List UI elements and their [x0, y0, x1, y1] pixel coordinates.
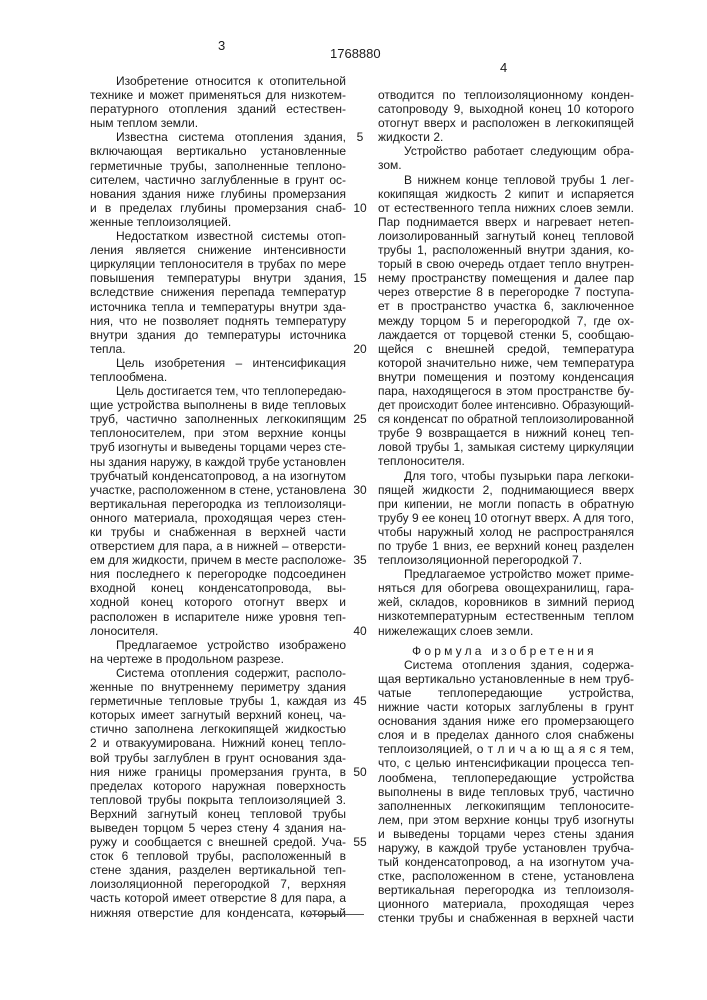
text-line: пящей жидкости 2, поднимающиеся вверх: [378, 483, 634, 497]
text-line: трубе 9 возвращается в нижний конец теп-: [378, 426, 634, 440]
text-line: кокипящая жидкость 2 кипит и испаряется: [378, 187, 634, 201]
text-line: теплоносителем, при этом верхние концы: [90, 426, 346, 440]
text-line: пределах которого наружная поверхность: [90, 779, 346, 793]
text-line: женные по внутреннему периметру здания: [90, 680, 346, 694]
text-line: ния последнего к перегородке подсоединен: [90, 567, 346, 581]
text-line: ловой трубы 1, замыкая систему циркуляции: [378, 440, 634, 454]
text-line: повышения температуры внутри здания,: [90, 271, 346, 285]
text-line: внутри здания до температуры источника: [90, 328, 346, 342]
patent-number: 1768880: [330, 46, 381, 61]
text-line: лоизолированный загнутый конец тепловой: [378, 229, 634, 243]
text-line: отверстием для пара, а в нижней – отверсти-: [90, 539, 346, 553]
text-line: технике и может применяться для низкотем-: [90, 88, 346, 102]
text-line: стке, расположенном в стене, установлена: [378, 869, 634, 883]
text-line: лаждается от торцевой стенки 5, сообщаю-: [378, 328, 634, 342]
line-number: 40: [352, 624, 368, 638]
text-line: Предлагаемое устройство изображено: [90, 638, 346, 652]
text-line: ружу и сообщается с внешней средой. Уча-: [90, 835, 346, 849]
text-line: пературного отопления зданий естествен-: [90, 102, 346, 116]
text-line: и в пределах глубины промерзания снаб-: [90, 201, 346, 215]
text-line: отогнут вверх и расположен в легкокипящей: [378, 116, 634, 130]
text-line: тый конденсатопровод, а на изогнутом уча-: [378, 855, 634, 869]
text-line: расположен в испарителе ниже уровня теп-: [90, 610, 346, 624]
text-line: Система отопления здания, содержа-: [378, 658, 634, 672]
text-line: В нижнем конце тепловой трубы 1 лег-: [378, 173, 634, 187]
text-line: между торцом 5 и перегородкой 7, где ох-: [378, 314, 634, 328]
text-line: нему пространству помещения и далее пар: [378, 271, 634, 285]
text-line: ся конденсат по обратной теплоизолированной: [378, 412, 634, 426]
text-line: сток 6 тепловой трубы, расположенный в: [90, 849, 346, 863]
text-line: низкотемпературным естественным теплом: [378, 609, 634, 623]
text-line: трубы 1, расположенный внутри здания, ко-: [378, 243, 634, 257]
text-line: жей, складов, коровников в зимний период: [378, 595, 634, 609]
text-line: теплоизоляцией, о т л и ч а ю щ а я с я тем,: [378, 742, 634, 756]
line-number: 20: [352, 342, 368, 356]
text-line: заполненных легкокипящим теплоносите-: [378, 799, 634, 813]
text-line: стично заполнена легкокипящей жидкостью: [90, 722, 346, 736]
text-line: циркуляции теплоносителя в трубах по мере: [90, 257, 346, 271]
text-line: труб, частично заполненных легкокипящим: [90, 412, 346, 426]
text-line: лообмена, теплопередающие устройства: [378, 771, 634, 785]
text-line: дет происходит более интенсивно. Образующий-: [378, 398, 634, 412]
text-line: нижние части которых заглублены в грунт: [378, 700, 634, 714]
text-line: при кипении, не могли попасть в обратную: [378, 497, 634, 511]
text-line: вертикальная перегородка из теплоизоляци-: [90, 497, 346, 511]
line-number: 55: [352, 835, 368, 849]
text-line: основания здания ниже его промерзающего: [378, 714, 634, 728]
text-line: пара, находящегося в этом пространстве бу-: [378, 384, 634, 398]
text-line: женные теплоизоляцией.: [90, 215, 346, 229]
text-line: 2 и отвакуумирована. Нижний конец тепло-: [90, 736, 346, 750]
text-line: герметичные трубы, заполненные теплоно-: [90, 159, 346, 173]
left-text-column: [90, 74, 346, 920]
text-line: щие устройства выполнены в виде тепловых: [90, 398, 346, 412]
text-line: от естественного тепла нижних слоев земли.: [378, 201, 634, 215]
text-line: ния ниже границы промерзания грунта, в: [90, 765, 346, 779]
text-line: труб изогнуты и выведены торцами через сте-: [90, 440, 346, 454]
text-line: онного материала, проходящая через стен-: [90, 511, 346, 525]
page-number-right: 4: [500, 60, 507, 75]
text-line: теплоизоляционной перегородкой 7.: [378, 553, 634, 567]
text-line: выведен торцом 5 через стену 4 здания на-: [90, 821, 346, 835]
text-line: которой значительно ниже, чем температура: [378, 356, 634, 370]
formula-title: Формула изобретения: [378, 644, 634, 658]
text-line: зом.: [378, 158, 634, 172]
text-line: ным теплом земли.: [90, 116, 346, 130]
text-line: участке, расположенном в стене, установлена: [90, 483, 346, 497]
text-line: лоносителя.: [90, 624, 346, 638]
text-line: вой трубы заглублен в грунт основания зда-: [90, 751, 346, 765]
line-number: 35: [352, 553, 368, 567]
text-line: щая вертикально установленные в нем труб-: [378, 672, 634, 686]
line-number: 15: [352, 271, 368, 285]
text-line: тепла.: [90, 342, 346, 356]
text-line: Цель достигается тем, что теплопередаю-: [90, 384, 346, 398]
text-line: вертикальная перегородка из теплоизоля-: [378, 883, 634, 897]
text-line: нижележащих слоев земли.: [378, 624, 634, 638]
text-line: Предлагаемое устройство может приме-: [378, 567, 634, 581]
text-line: Цель изобретения – интенсификация: [90, 356, 346, 370]
text-line: теплоносителя.: [378, 454, 634, 468]
text-line: на чертеже в продольном разрезе.: [90, 652, 346, 666]
text-line: Пар поднимается вверх и нагревает нетеп-: [378, 215, 634, 229]
text-line: ки трубы и снабженная в верхней части: [90, 525, 346, 539]
text-line: часть которой имеет отверстие 8 для пара, а: [90, 891, 346, 905]
line-number: 30: [352, 483, 368, 497]
text-line: источника тепла и температуры внутри зда-: [90, 300, 346, 314]
text-line: Система отопления содержит, располо-: [90, 666, 346, 680]
line-number: 10: [352, 201, 368, 215]
text-line: ционного материала, проходящая через: [378, 897, 634, 911]
text-line: герметичные тепловые трубы 1, каждая из: [90, 694, 346, 708]
text-line: нования здания ниже глубины промерзания: [90, 187, 346, 201]
text-line: ходной конец которого отогнут вверх и: [90, 595, 346, 609]
text-line: сителем, частично заглубленные в грунт ос-: [90, 173, 346, 187]
line-number: 25: [352, 412, 368, 426]
page-number-left: 3: [218, 38, 225, 53]
text-line: Известна система отопления здания,: [90, 130, 346, 144]
text-line: жидкости 2.: [378, 130, 634, 144]
text-line: через отверстие 8 в перегородке 7 поступа-: [378, 285, 634, 299]
text-line: няться для обогрева овощехранилищ, гара-: [378, 581, 634, 595]
text-line: которых имеет загнутый верхний конец, ча-: [90, 708, 346, 722]
line-number: 5: [352, 130, 368, 144]
text-line: Изобретение относится к отопительной: [90, 74, 346, 88]
text-line: лоизоляционной перегородкой 7, верхняя: [90, 877, 346, 891]
text-line: наружу, в каждой трубе установлен трубча-: [378, 841, 634, 855]
text-line: ления является снижение интенсивности: [90, 243, 346, 257]
text-line: торый в свою очередь отдает тепло внутрен-: [378, 257, 634, 271]
text-line: чтобы наружный холод не распространялся: [378, 525, 634, 539]
text-line: внутри помещения и поэтому конденсация: [378, 370, 634, 384]
text-line: ны здания наружу, в каждой трубе установлен: [90, 455, 346, 469]
formula-claim: [378, 658, 634, 926]
text-line: и выведены торцами через стены здания: [378, 827, 634, 841]
text-line: стенки трубы и снабженная в верхней части: [378, 911, 634, 925]
right-text-column: [378, 88, 634, 926]
text-line: отводится по теплоизоляционному конден-: [378, 88, 634, 102]
text-line: тепловой трубы покрыта теплоизоляцией 3.: [90, 793, 346, 807]
separator-rule: [308, 914, 364, 915]
text-line: Устройство работает следующим обра-: [378, 144, 634, 158]
text-line: включающая вертикально установленные: [90, 144, 346, 158]
text-line: ния, что не позволяет поднять температуру: [90, 314, 346, 328]
text-line: Для того, чтобы пузырьки пара легкоки-: [378, 469, 634, 483]
text-line: щейся с внешней средой, температура: [378, 342, 634, 356]
text-line: что, с целью интенсификации процесса теп-: [378, 756, 634, 770]
text-line: чатые теплопередающие устройства,: [378, 686, 634, 700]
line-number: 45: [352, 694, 368, 708]
text-line: сатопроводу 9, выходной конец 10 которого: [378, 102, 634, 116]
text-line: стене здания, разделен вертикальной теп-: [90, 863, 346, 877]
text-line: лем, при этом верхние концы труб изогнуты: [378, 813, 634, 827]
text-line: слоя и в пределах данного слоя снабжены: [378, 728, 634, 742]
text-line: Верхний загнутый конец тепловой трубы: [90, 807, 346, 821]
text-line: нижняя отверстие для конденсата, который: [90, 906, 346, 920]
text-line: трубу 9 ее конец 10 отогнут вверх. А для того,: [378, 511, 634, 525]
text-line: входной конец конденсатопровода, вы-: [90, 581, 346, 595]
text-line: по трубе 1 вниз, ее верхний конец разделен: [378, 539, 634, 553]
text-line: выполнены в виде тепловых труб, частично: [378, 785, 634, 799]
text-line: трубчатый конденсатопровод, а на изогнутом: [90, 469, 346, 483]
description-continued: [378, 88, 634, 638]
text-line: теплообмена.: [90, 370, 346, 384]
text-line: Недостатком известной системы отоп-: [90, 229, 346, 243]
line-number: 50: [352, 765, 368, 779]
text-line: ет в пространство участка 6, заключенное: [378, 299, 634, 313]
text-line: вследствие снижения перепада температур: [90, 285, 346, 299]
text-line: ем для жидкости, причем в месте расположе-: [90, 553, 346, 567]
